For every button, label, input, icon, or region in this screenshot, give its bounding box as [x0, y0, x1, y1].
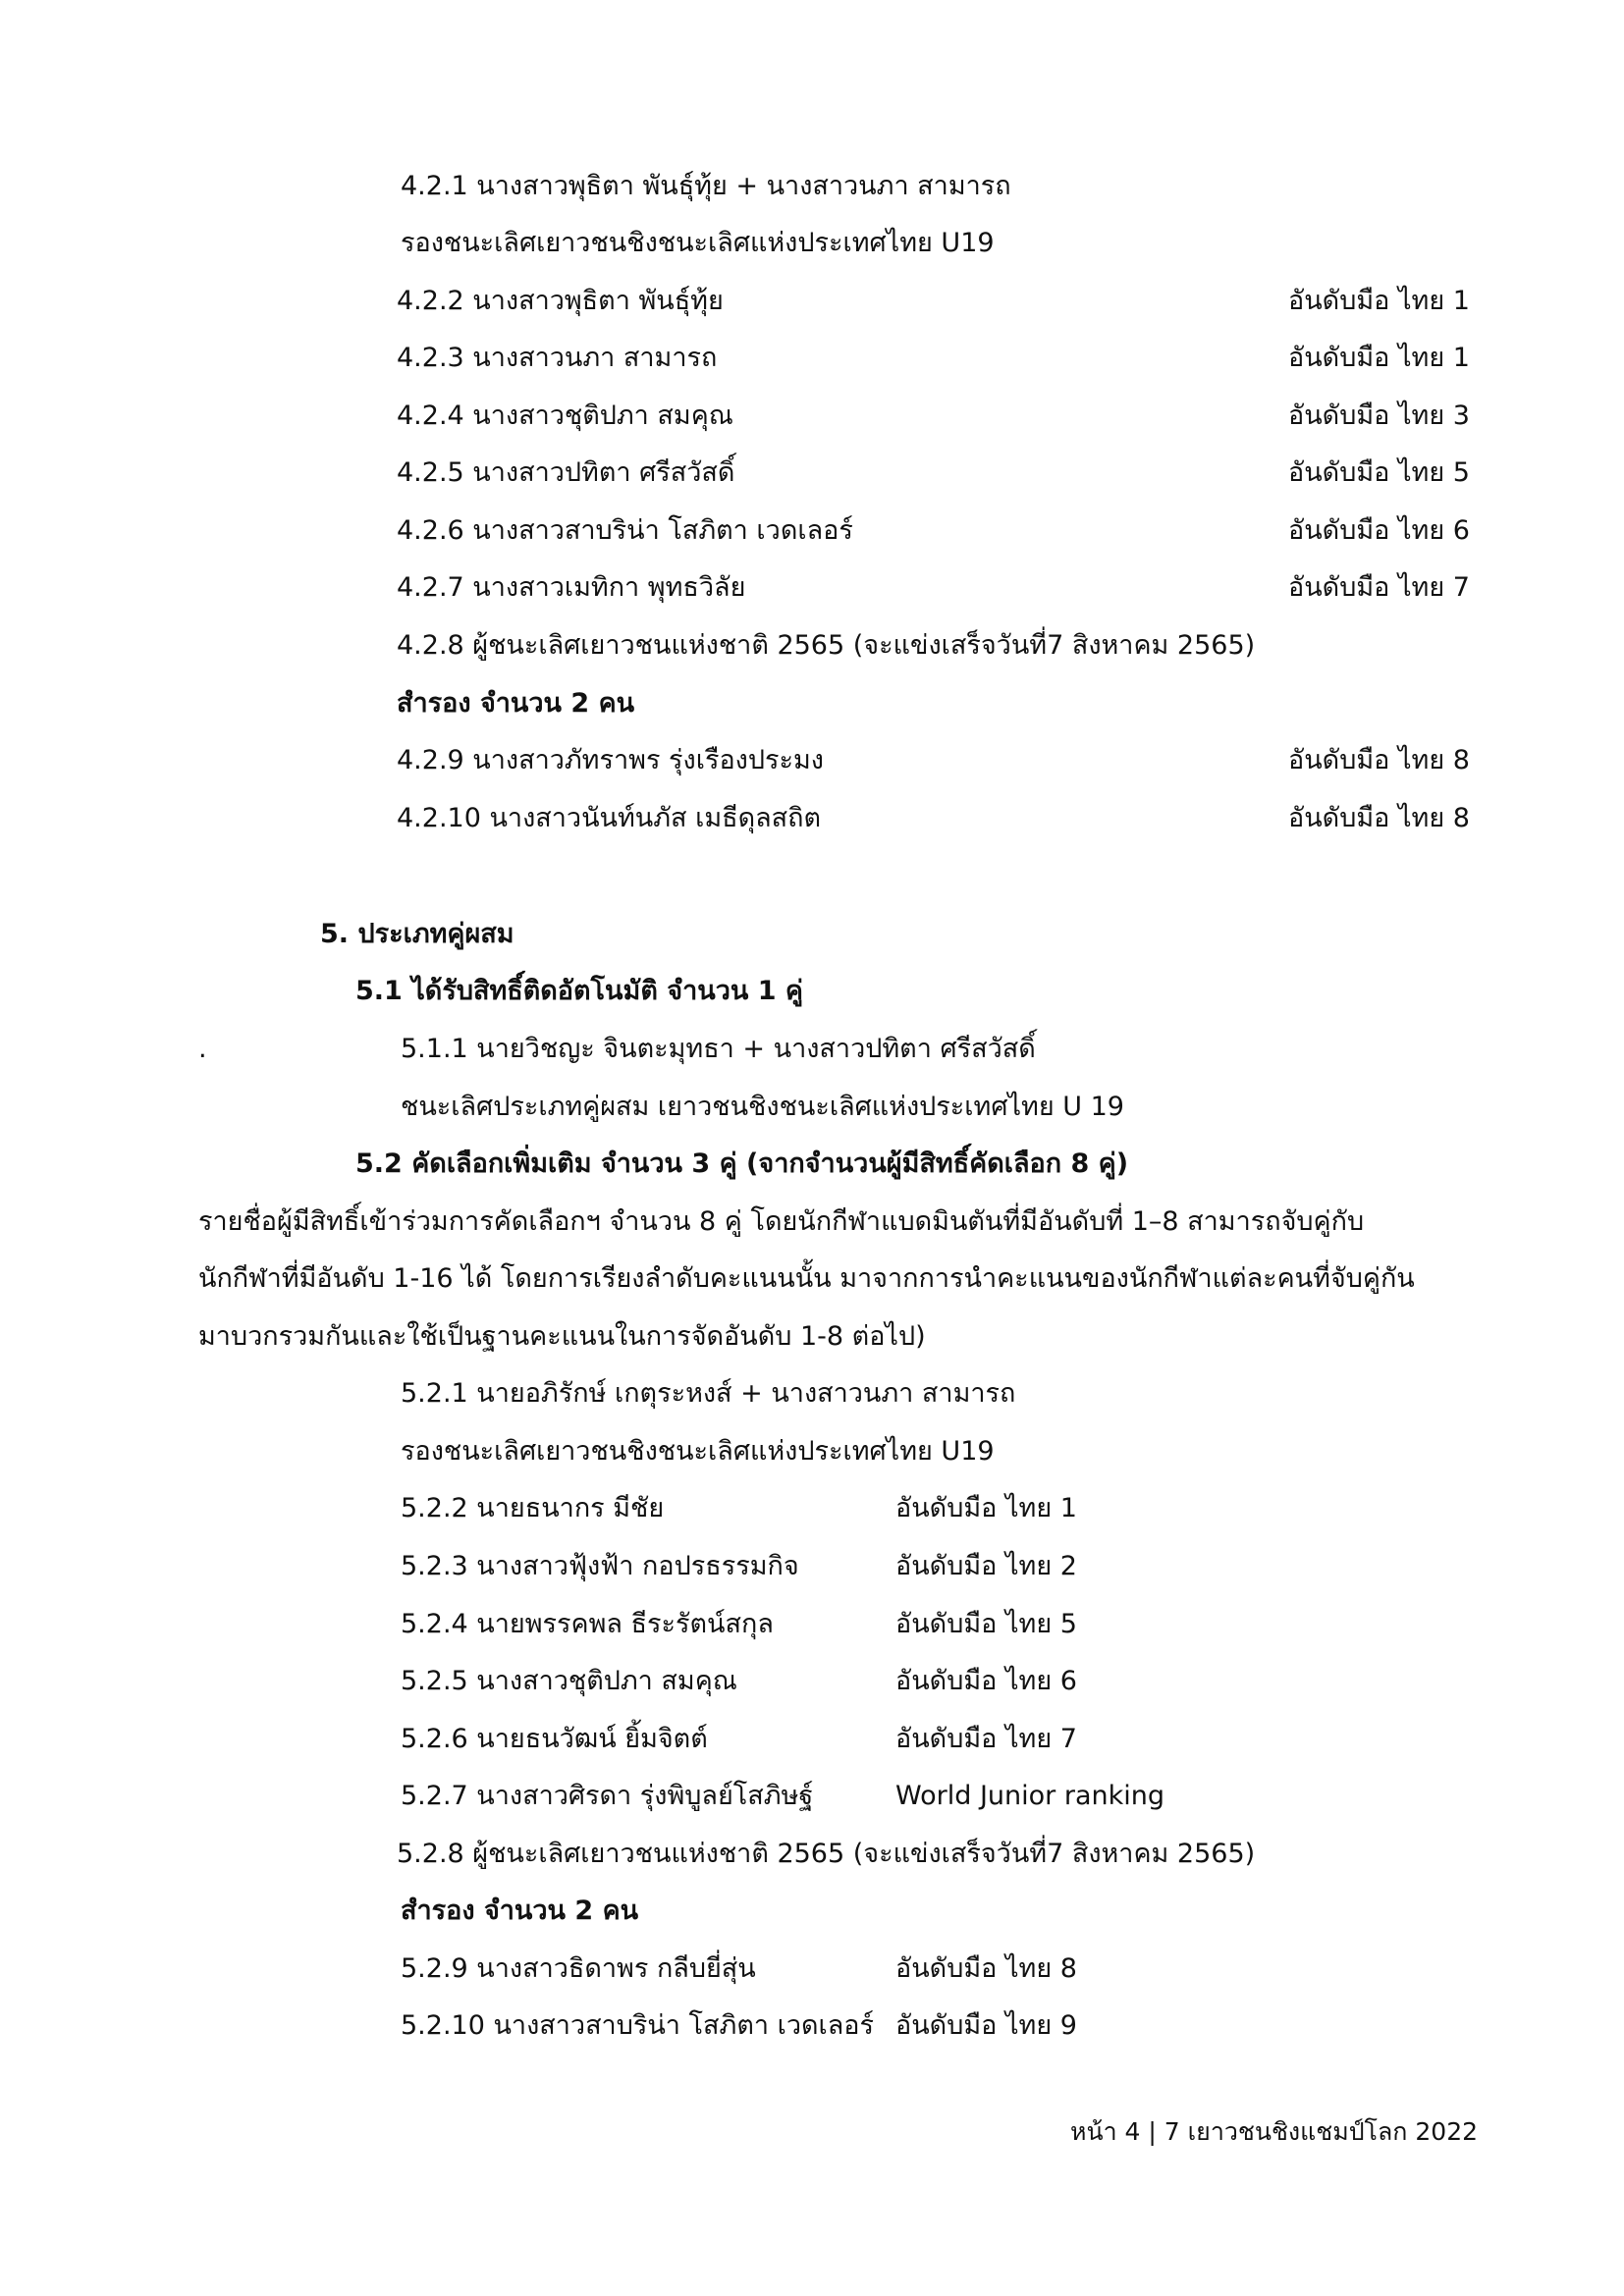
- player-name: 5.2.2 นายธนากร มีชัย: [401, 1493, 665, 1523]
- player-name: 5.2.3 นางสาวฟุ้งฟ้า กอปรธรรมกิจ: [401, 1551, 799, 1581]
- entry-5-2-8: 5.2.8 ผู้ชนะเลิศเยาวชนแห่งชาติ 2565 (จะแข่งเสร็จวันที่7 สิงหาคม 2565): [397, 1839, 1256, 1869]
- player-name: 4.2.4 นางสาวชุติปภา สมคุณ: [397, 400, 733, 431]
- entry-5-2-1-note: รองชนะเลิศเยาวชนชิงชนะเลิศแห่งประเทศไทย U19: [401, 1436, 995, 1467]
- player-rank: อันดับมือ ไทย 5: [1288, 457, 1470, 488]
- player-name: 5.2.6 นายธนวัฒน์ ยิ้มจิตต์: [401, 1724, 708, 1754]
- player-rank: อันดับมือ ไทย 6: [895, 1666, 1077, 1696]
- entry-5-2-1: 5.2.1 นายอภิรักษ์ เกตุระหงส์ + นางสาวนภา สามารถ: [401, 1378, 1016, 1409]
- entry-4-2-1-note: รองชนะเลิศเยาวชนชิงชนะเลิศแห่งประเทศไทย U19: [401, 228, 995, 258]
- entry-4-2-7: [397, 568, 1470, 608]
- player-rank: อันดับมือ ไทย 6: [1288, 515, 1470, 546]
- entry-5-2-2: [401, 1489, 1077, 1528]
- player-name: 4.2.9 นางสาวภัทราพร รุ่งเรืองประมง: [397, 745, 824, 775]
- entry-4-2-1: 4.2.1 นางสาวพุธิตา พันธุ์ทุ้ย + นางสาวนภา สามารถ: [401, 171, 1011, 201]
- entry-4-2-2: [397, 282, 1470, 321]
- player-rank: อันดับมือ ไทย 1: [1288, 343, 1470, 373]
- player-name: 5.2.4 นายพรรคพล ธีระรัตน์สกุล: [401, 1609, 774, 1639]
- entry-5-2-10: [401, 2006, 1077, 2046]
- player-rank: อันดับมือ ไทย 7: [895, 1724, 1077, 1754]
- entry-5-2-5: [401, 1662, 1077, 1701]
- subsection-heading-5-2: 5.2 คัดเลือกเพิ่มเติม จำนวน 3 คู่ (จากจำนวนผู้มีสิทธิ์คัดเลือก 8 คู่): [355, 1148, 1129, 1179]
- paragraph-line: มาบวกรวมกันและใช้เป็นฐานคะแนนในการจัดอันดับ 1-8 ต่อไป): [198, 1321, 926, 1352]
- player-name: 4.2.5 นางสาวปทิตา ศรีสวัสดิ์: [397, 457, 735, 488]
- entry-4-2-5: [397, 454, 1470, 493]
- player-rank: อันดับมือ ไทย 8: [1288, 803, 1470, 833]
- player-name: 4.2.2 นางสาวพุธิตา พันธุ์ทุ้ย: [397, 286, 724, 316]
- subsection-heading-5-1: 5.1 ได้รับสิทธิ์ติดอัตโนมัติ จำนวน 1 คู่: [355, 976, 803, 1006]
- entry-5-2-6: [401, 1720, 1077, 1759]
- entry-5-2-9: [401, 1949, 1077, 1989]
- entry-5-1-1: 5.1.1 นายวิชญะ จินตะมุทธา + นางสาวปทิตา ศรีสวัสดิ์: [401, 1034, 1036, 1064]
- stray-dot: .: [198, 1034, 207, 1064]
- player-rank: อันดับมือ ไทย 3: [1288, 400, 1470, 431]
- player-rank: อันดับมือ ไทย 8: [895, 1953, 1077, 1984]
- entry-4-2-8: 4.2.8 ผู้ชนะเลิศเยาวชนแห่งชาติ 2565 (จะแข่งเสร็จวันที่7 สิงหาคม 2565): [397, 630, 1256, 661]
- entry-4-2-9: [397, 741, 1470, 780]
- player-name: 5.2.7 นางสาวศิรดา รุ่งพิบูลย์โสภิษฐ์: [401, 1781, 814, 1811]
- page-footer: หน้า 4 | 7 เยาวชนชิงแชมป์โลก 2022: [1070, 2117, 1479, 2146]
- player-rank: อันดับมือ ไทย 1: [1288, 286, 1470, 316]
- player-rank: อันดับมือ ไทย 5: [895, 1609, 1077, 1639]
- section-heading: 5. ประเภทคู่ผสม: [320, 919, 514, 949]
- player-rank: อันดับมือ ไทย 9: [895, 2010, 1077, 2041]
- player-rank: อันดับมือ ไทย 2: [895, 1551, 1077, 1581]
- player-rank: อันดับมือ ไทย 7: [1288, 572, 1470, 603]
- entry-4-2-4: [397, 397, 1470, 436]
- player-name: 4.2.7 นางสาวเมทิกา พุทธวิลัย: [397, 572, 746, 603]
- player-name: 5.2.10 นางสาวสาบริน่า โสภิตา เวดเลอร์: [401, 2010, 875, 2041]
- reserve-heading: สำรอง จำนวน 2 คน: [397, 688, 635, 719]
- entry-5-2-3: [401, 1547, 1077, 1586]
- player-rank: อันดับมือ ไทย 1: [895, 1493, 1077, 1523]
- entry-4-2-10: [397, 799, 1470, 838]
- reserve-heading: สำรอง จำนวน 2 คน: [401, 1896, 639, 1926]
- player-name: 5.2.9 นางสาวธิดาพร กลีบยี่สุ่น: [401, 1953, 756, 1984]
- player-name: 4.2.10 นางสาวนันท์นภัส เมธีดุลสถิต: [397, 803, 822, 833]
- player-name: 5.2.5 นางสาวชุติปภา สมคุณ: [401, 1666, 737, 1696]
- player-rank: World Junior ranking: [895, 1781, 1164, 1811]
- entry-5-2-7: [401, 1777, 1164, 1816]
- paragraph-line: รายชื่อผู้มีสิทธิ์เข้าร่วมการคัดเลือกฯ จำนวน 8 คู่ โดยนักกีฬาแบดมินตันที่มีอันดับที่ 1–8 สามารถจับคู่กับ: [198, 1206, 1365, 1237]
- entry-4-2-6: [397, 511, 1470, 551]
- player-name: 4.2.6 นางสาวสาบริน่า โสภิตา เวดเลอร์: [397, 515, 853, 546]
- paragraph-line: นักกีฬาที่มีอันดับ 1-16 ได้ โดยการเรียงลำดับคะแนนนั้น มาจากการนำคะแนนของนักกีฬาแต่ละคนที่จับคู่กัน: [198, 1263, 1415, 1294]
- player-rank: อันดับมือ ไทย 8: [1288, 745, 1470, 775]
- entry-5-1-1-note: ชนะเลิศประเภทคู่ผสม เยาวชนชิงชนะเลิศแห่งประเทศไทย U 19: [401, 1092, 1124, 1122]
- entry-5-2-4: [401, 1605, 1077, 1644]
- entry-4-2-3: [397, 339, 1470, 378]
- player-name: 4.2.3 นางสาวนภา สามารถ: [397, 343, 718, 373]
